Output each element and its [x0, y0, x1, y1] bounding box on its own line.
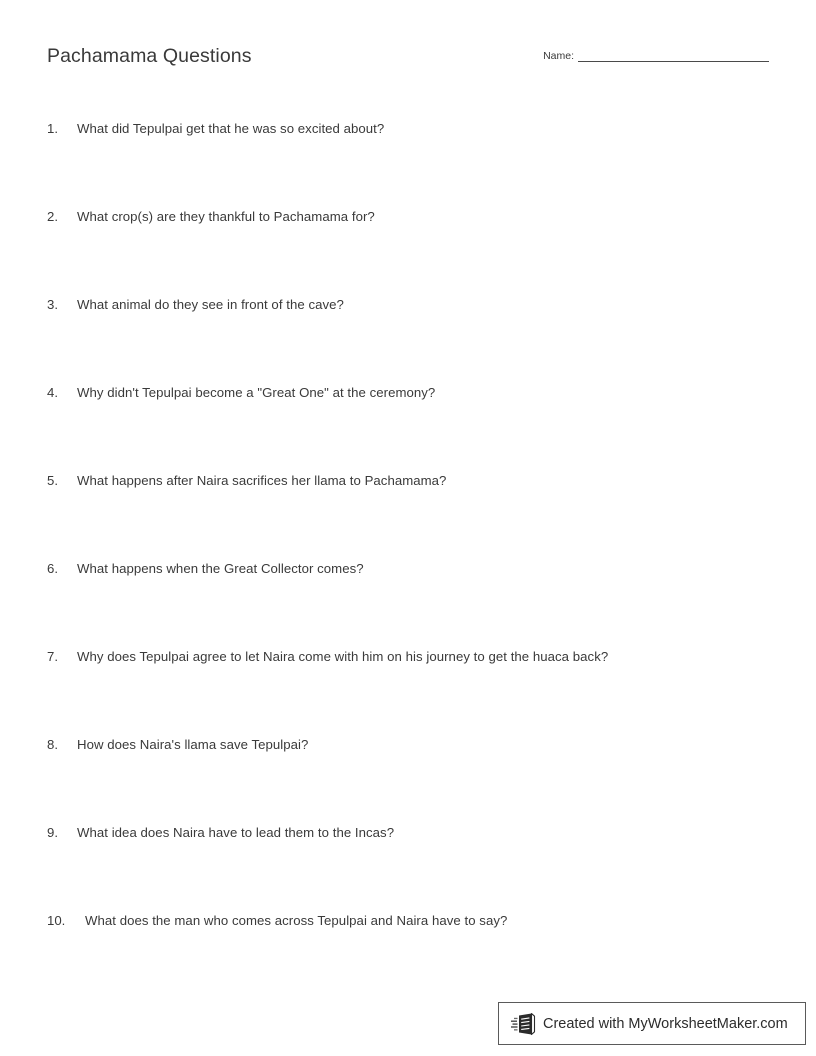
question-text: What did Tepulpai get that he was so excited about?	[77, 121, 385, 136]
worksheet-maker-logo-icon	[511, 1012, 537, 1036]
name-field	[543, 49, 769, 64]
question-row	[47, 472, 777, 560]
question-row	[47, 208, 777, 296]
question-row	[47, 912, 777, 1000]
question-number: 2.	[47, 209, 58, 224]
question-text: How does Naira's llama save Tepulpai?	[77, 737, 309, 752]
question-number: 5.	[47, 473, 58, 488]
question-row	[47, 384, 777, 472]
question-number: 9.	[47, 825, 58, 840]
question-number: 7.	[47, 649, 58, 664]
question-row	[47, 648, 777, 736]
question-row	[47, 560, 777, 648]
question-number: 1.	[47, 121, 58, 136]
question-number: 6.	[47, 561, 58, 576]
questions-list	[47, 120, 777, 1000]
question-text: What idea does Naira have to lead them to the Incas?	[77, 825, 395, 840]
name-write-in-line[interactable]	[578, 61, 769, 62]
question-text: What crop(s) are they thankful to Pachamama for?	[77, 209, 375, 224]
question-number: 10.	[47, 913, 66, 928]
question-text: What happens after Naira sacrifices her llama to Pachamama?	[77, 473, 447, 488]
question-number: 3.	[47, 297, 58, 312]
question-row	[47, 296, 777, 384]
question-number: 8.	[47, 737, 58, 752]
question-row	[47, 120, 777, 208]
question-text: Why didn't Tepulpai become a "Great One" at the ceremony?	[77, 385, 436, 400]
name-label: Name:	[543, 50, 574, 62]
page-title: Pachamama Questions	[47, 45, 252, 67]
worksheet-header	[47, 44, 769, 78]
question-row	[47, 736, 777, 824]
question-text: Why does Tepulpai agree to let Naira come with him on his journey to get the huaca back?	[77, 649, 609, 664]
question-text: What does the man who comes across Tepulpai and Naira have to say?	[85, 913, 508, 928]
question-text: What happens when the Great Collector comes?	[77, 561, 364, 576]
question-row	[47, 824, 777, 912]
created-with-badge[interactable]	[498, 1002, 806, 1045]
question-number: 4.	[47, 385, 58, 400]
question-text: What animal do they see in front of the cave?	[77, 297, 344, 312]
badge-label: Created with MyWorksheetMaker.com	[543, 1015, 788, 1032]
